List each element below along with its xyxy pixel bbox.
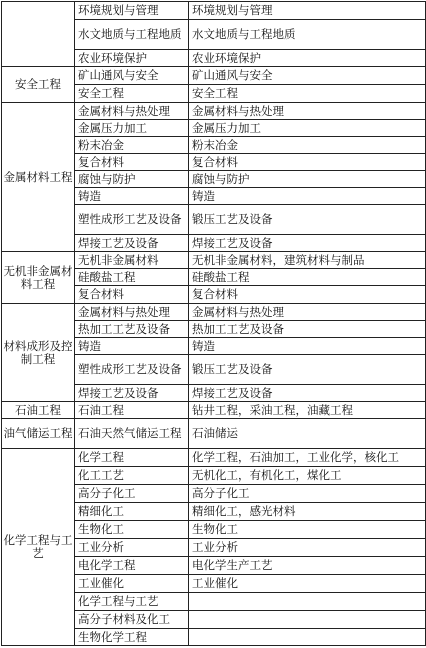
legacy-major-cell: 金属材料与热处理 — [189, 103, 426, 120]
sub-major-cell: 化学工程与工艺 — [75, 593, 189, 611]
legacy-major-cell: 焊接工艺及设备 — [189, 385, 426, 402]
sub-major-cell: 生物化学工程 — [75, 629, 189, 646]
sub-major-cell: 石油天然气储运工程 — [75, 419, 189, 449]
sub-major-cell: 无机非金属材料 — [75, 252, 189, 269]
legacy-major-cell: 工业分析 — [189, 539, 426, 557]
legacy-major-cell: 锻压工艺及设备 — [189, 355, 426, 385]
sub-major-cell: 化学工程 — [75, 449, 189, 467]
sub-major-cell: 焊接工艺及设备 — [75, 235, 189, 252]
sub-major-cell: 化工工艺 — [75, 467, 189, 485]
legacy-major-cell: 铸造 — [189, 188, 426, 205]
sub-major-cell: 铸造 — [75, 338, 189, 355]
legacy-major-cell: 铸造 — [189, 338, 426, 355]
sub-major-cell: 热加工工艺及设备 — [75, 321, 189, 338]
sub-major-cell: 工业分析 — [75, 539, 189, 557]
major-mapping-table — [1, 1, 426, 646]
legacy-major-cell: 安全工程 — [189, 85, 426, 103]
legacy-major-cell: 化学工程，石油加工，工业化学，核化工 — [189, 449, 426, 467]
sub-major-cell: 金属材料与热处理 — [75, 103, 189, 120]
legacy-major-cell: 锻压工艺及设备 — [189, 205, 426, 235]
sub-major-cell: 腐蚀与防护 — [75, 171, 189, 188]
sub-major-cell: 农业环境保护 — [75, 50, 189, 67]
sub-major-cell: 塑性成形工艺及设备 — [75, 205, 189, 235]
legacy-major-cell: 钻井工程，采油工程，油藏工程 — [189, 402, 426, 419]
category-cell — [2, 2, 75, 67]
category-cell: 石油工程 — [2, 402, 75, 419]
category-cell: 金属材料工程 — [2, 103, 75, 252]
sub-major-cell: 焊接工艺及设备 — [75, 385, 189, 402]
legacy-major-cell: 腐蚀与防护 — [189, 171, 426, 188]
legacy-major-cell: 精细化工，感光材料 — [189, 503, 426, 521]
sub-major-cell: 工业催化 — [75, 575, 189, 593]
sub-major-cell: 铸造 — [75, 188, 189, 205]
category-cell: 化学工程与工艺 — [2, 449, 75, 646]
legacy-major-cell — [189, 593, 426, 611]
legacy-major-cell — [189, 611, 426, 629]
sub-major-cell: 硅酸盐工程 — [75, 269, 189, 286]
legacy-major-cell: 农业环境保护 — [189, 50, 426, 67]
sub-major-cell: 粉末冶金 — [75, 137, 189, 154]
table-row — [2, 103, 426, 120]
legacy-major-cell — [189, 629, 426, 646]
table-row — [2, 304, 426, 321]
legacy-major-cell: 金属材料与热处理 — [189, 304, 426, 321]
legacy-major-cell: 环境规划与管理 — [189, 2, 426, 20]
legacy-major-cell: 无机非金属材料，建筑材料与制品 — [189, 252, 426, 269]
sub-major-cell: 生物化工 — [75, 521, 189, 539]
legacy-major-cell: 热加工工艺及设备 — [189, 321, 426, 338]
sub-major-cell: 安全工程 — [75, 85, 189, 103]
table-row — [2, 419, 426, 449]
sub-major-cell: 电化学工程 — [75, 557, 189, 575]
sub-major-cell: 环境规划与管理 — [75, 2, 189, 20]
sub-major-cell: 复合材料 — [75, 286, 189, 304]
sub-major-cell: 矿山通风与安全 — [75, 67, 189, 85]
legacy-major-cell: 金属压力加工 — [189, 120, 426, 137]
legacy-major-cell: 焊接工艺及设备 — [189, 235, 426, 252]
table-row — [2, 449, 426, 467]
legacy-major-cell: 无机化工，有机化工，煤化工 — [189, 467, 426, 485]
legacy-major-cell: 水文地质与工程地质 — [189, 20, 426, 50]
legacy-major-cell: 矿山通风与安全 — [189, 67, 426, 85]
sub-major-cell: 金属材料与热处理 — [75, 304, 189, 321]
sub-major-cell: 精细化工 — [75, 503, 189, 521]
legacy-major-cell: 硅酸盐工程 — [189, 269, 426, 286]
sub-major-cell: 高分子材料及化工 — [75, 611, 189, 629]
table-row — [2, 252, 426, 269]
sub-major-cell: 石油工程 — [75, 402, 189, 419]
legacy-major-cell: 石油储运 — [189, 419, 426, 449]
sub-major-cell: 高分子化工 — [75, 485, 189, 503]
major-mapping-table-body — [2, 2, 426, 646]
legacy-major-cell: 复合材料 — [189, 286, 426, 304]
sub-major-cell: 金属压力加工 — [75, 120, 189, 137]
sub-major-cell: 塑性成形工艺及设备 — [75, 355, 189, 385]
legacy-major-cell: 粉末冶金 — [189, 137, 426, 154]
legacy-major-cell: 工业催化 — [189, 575, 426, 593]
table-row — [2, 2, 426, 20]
table-row — [2, 67, 426, 85]
table-row — [2, 402, 426, 419]
category-cell: 材料成形及控制工程 — [2, 304, 75, 402]
sub-major-cell: 复合材料 — [75, 154, 189, 171]
legacy-major-cell: 高分子化工 — [189, 485, 426, 503]
category-cell: 油气储运工程 — [2, 419, 75, 449]
legacy-major-cell: 复合材料 — [189, 154, 426, 171]
legacy-major-cell: 电化学生产工艺 — [189, 557, 426, 575]
legacy-major-cell: 生物化工 — [189, 521, 426, 539]
category-cell: 安全工程 — [2, 67, 75, 103]
sub-major-cell: 水文地质与工程地质 — [75, 20, 189, 50]
category-cell: 无机非金属材料工程 — [2, 252, 75, 304]
